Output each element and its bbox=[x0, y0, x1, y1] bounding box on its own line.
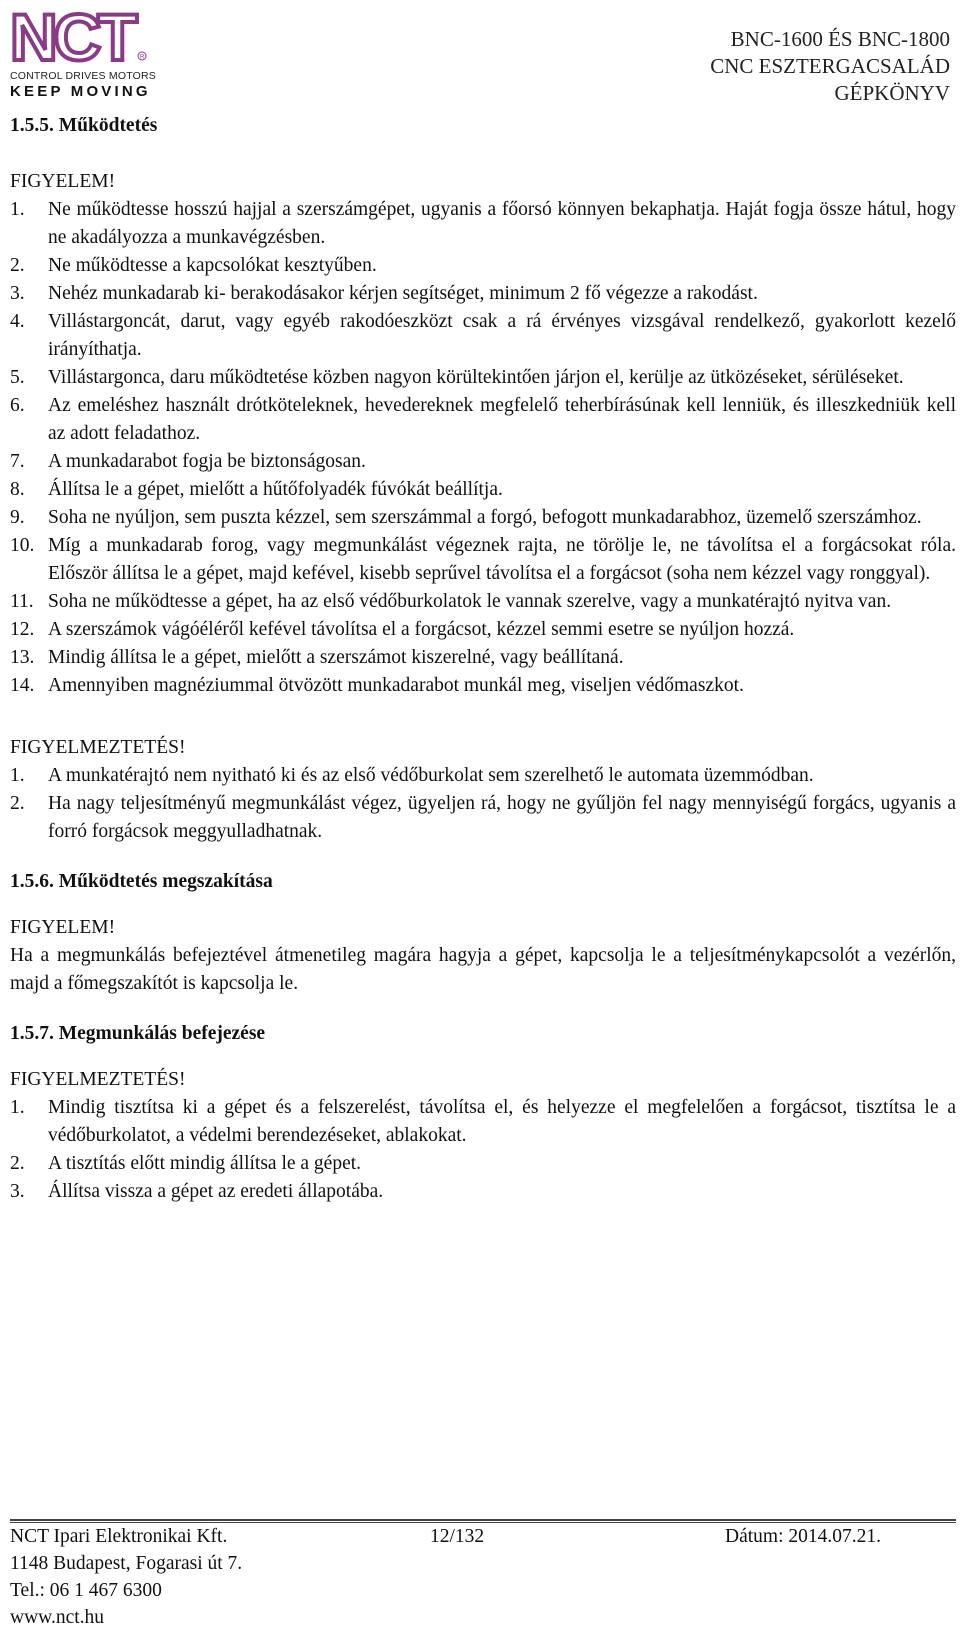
list-item-number: 9. bbox=[10, 507, 25, 528]
page-footer bbox=[10, 1523, 956, 1631]
caution-label: FIGYELMEZTETÉS! bbox=[10, 1069, 186, 1090]
list-item-number: 4. bbox=[10, 311, 25, 332]
footer-company: NCT Ipari Elektronikai Kft. bbox=[10, 1526, 228, 1547]
list-item bbox=[10, 672, 956, 700]
caution-label: FIGYELMEZTETÉS! bbox=[10, 737, 186, 758]
list-item-number: 12. bbox=[10, 619, 35, 640]
list-item-number: 1. bbox=[10, 1097, 25, 1118]
list-item-text: Mindig állítsa le a gépet, mielőtt a szerszámot kiszerelné, vagy beállítaná. bbox=[48, 647, 624, 668]
list-item-text: Állítsa vissza a gépet az eredeti állapotába. bbox=[48, 1181, 384, 1202]
footer-date: Dátum: 2014.07.21. bbox=[725, 1526, 881, 1547]
list-item-text: Ne működtesse a kapcsolókat kesztyűben. bbox=[48, 255, 377, 276]
list-item-text: Az emeléshez használt drótköteleknek, hevedereknek megfelelő teherbírásúnak kell lenniük, és illeszkedniük kell az adott feladathoz. bbox=[48, 395, 956, 444]
list-item-number: 2. bbox=[10, 1153, 25, 1174]
section-heading-1-5-7: 1.5.7. Megmunkálás befejezése bbox=[10, 1023, 266, 1044]
list-item bbox=[10, 1094, 956, 1150]
list-item-text: Ne működtesse hosszú hajjal a szerszámgépet, ugyanis a főorsó könnyen bekaphatja. Haját fogja össze hátul, hogy ne akadályozza a munkavégzésben. bbox=[48, 199, 956, 248]
list-item-number: 11. bbox=[10, 591, 34, 612]
list-item bbox=[10, 1150, 956, 1178]
nct-logo-mark bbox=[10, 8, 150, 66]
list-item bbox=[10, 1178, 956, 1206]
section-heading-1-5-6: 1.5.6. Működtetés megszakítása bbox=[10, 871, 273, 892]
list-item bbox=[10, 364, 956, 392]
list-item-text: Nehéz munkadarab ki- berakodásakor kérjen segítséget, minimum 2 fő végezze a rakodást. bbox=[48, 283, 758, 304]
list-item bbox=[10, 588, 956, 616]
list-item bbox=[10, 476, 956, 504]
list-item-text: A munkadarabot fogja be biztonságosan. bbox=[48, 451, 366, 472]
logo-text: NCT bbox=[10, 8, 134, 66]
list-item bbox=[10, 762, 956, 790]
warning-label: FIGYELEM! bbox=[10, 917, 116, 938]
title-line-3: GÉPKÖNYV bbox=[834, 81, 950, 105]
list-item-text: Míg a munkadarab forog, vagy megmunkálást végeznek rajta, ne törölje le, ne távolítsa el a forgácsokat róla. Először állítsa le a gépet, majd kefével, kisebb seprűvel távolítsa el a forgácsot (soha nem kézzel vagy ronggyal). bbox=[48, 535, 956, 584]
list-item-number: 2. bbox=[10, 255, 25, 276]
list-item-number: 3. bbox=[10, 1181, 25, 1202]
list-item-number: 2. bbox=[10, 793, 25, 814]
footer-website[interactable]: www.nct.hu bbox=[10, 1607, 105, 1628]
list-item-text: Villástargonca, daru működtetése közben nagyon körültekintően járjon el, kerülje az ütközéseket, sérüléseket. bbox=[48, 367, 904, 388]
list-item-text: A szerszámok vágóéléről kefével távolítsa el a forgácsot, kézzel semmi esetre se nyúljon hozzá. bbox=[48, 619, 795, 640]
list-item bbox=[10, 504, 956, 532]
caution-list bbox=[10, 762, 956, 846]
section-heading-1-5-5: 1.5.5. Működtetés bbox=[10, 115, 158, 136]
list-item bbox=[10, 308, 956, 364]
list-item bbox=[10, 196, 956, 252]
nct-logo bbox=[10, 8, 160, 100]
list-item-number: 7. bbox=[10, 451, 25, 472]
list-item bbox=[10, 790, 956, 846]
warning-list bbox=[10, 196, 956, 700]
page-number: 12/132 bbox=[430, 1526, 485, 1547]
list-item-text: Ha nagy teljesítményű megmunkálást végez, ügyeljen rá, hogy ne gyűljön fel nagy mennyiségű forgács, ugyanis a forró forgácsok meggyulladhatnak. bbox=[48, 793, 956, 842]
list-item-text: Mindig tisztítsa ki a gépet és a felszerelést, távolítsa el, és helyezze el megfelelően a forgácsot, tisztítsa le a védőburkolatot, a védelmi berendezéseket, ablakokat. bbox=[48, 1097, 956, 1146]
list-item bbox=[10, 616, 956, 644]
list-item bbox=[10, 280, 956, 308]
list-item-number: 10. bbox=[10, 535, 35, 556]
list-item bbox=[10, 448, 956, 476]
list-item-text: A tisztítás előtt mindig állítsa le a gépet. bbox=[48, 1153, 362, 1174]
list-item bbox=[10, 252, 956, 280]
title-line-2: CNC ESZTERGACSALÁD bbox=[710, 54, 950, 78]
list-item-text: Soha ne nyúljon, sem puszta kézzel, sem szerszámmal a forgó, befogott munkadarabhoz, üzemelő szerszámhoz. bbox=[48, 507, 922, 528]
svg-text:R: R bbox=[140, 54, 145, 61]
document-title bbox=[710, 26, 950, 107]
list-item bbox=[10, 644, 956, 672]
list-item-text: Amennyiben magnéziummal ötvözött munkadarabot munkál meg, viseljen védőmaszkot. bbox=[48, 675, 744, 696]
warning-label: FIGYELEM! bbox=[10, 171, 116, 192]
list-item-text: Soha ne működtesse a gépet, ha az első védőburkolatok le vannak szerelve, vagy a munkatérajtó nyitva van. bbox=[48, 591, 892, 612]
title-line-1: BNC-1600 ÉS BNC-1800 bbox=[730, 27, 950, 51]
list-item-text: Állítsa le a gépet, mielőtt a hűtőfolyadék fúvókát beállítja. bbox=[48, 479, 503, 500]
list-item-text: Villástargoncát, darut, vagy egyéb rakodóeszközt csak a rá érvényes vizsgával rendelkező, gyakorlott kezelő irányíthatja. bbox=[48, 311, 956, 360]
footer-address: 1148 Budapest, Fogarasi út 7. bbox=[10, 1553, 243, 1574]
list-item-number: 1. bbox=[10, 765, 25, 786]
list-item-number: 13. bbox=[10, 647, 35, 668]
logo-tagline-1: CONTROL DRIVES MOTORS bbox=[10, 70, 156, 82]
list-item-number: 5. bbox=[10, 367, 25, 388]
main-content bbox=[10, 112, 956, 1206]
logo-tagline-2: KEEP MOVING bbox=[10, 83, 151, 100]
list-item bbox=[10, 532, 956, 588]
list-item-number: 8. bbox=[10, 479, 25, 500]
list-item-text: A munkatérajtó nem nyitható ki és az első védőburkolat sem szerelhető le automata üzemmódban. bbox=[48, 765, 814, 786]
list-item-number: 1. bbox=[10, 199, 25, 220]
footer-phone: Tel.: 06 1 467 6300 bbox=[10, 1580, 162, 1601]
list-item bbox=[10, 392, 956, 448]
list-item-number: 3. bbox=[10, 283, 25, 304]
list-item-number: 14. bbox=[10, 675, 35, 696]
list-item-number: 6. bbox=[10, 395, 25, 416]
paragraph: Ha a megmunkálás befejeztével átmenetileg magára hagyja a gépet, kapcsolja le a teljesítménykapcsolót a vezérlőn, majd a főmegszakítót is kapcsolja le. bbox=[10, 945, 956, 994]
caution-list bbox=[10, 1094, 956, 1206]
